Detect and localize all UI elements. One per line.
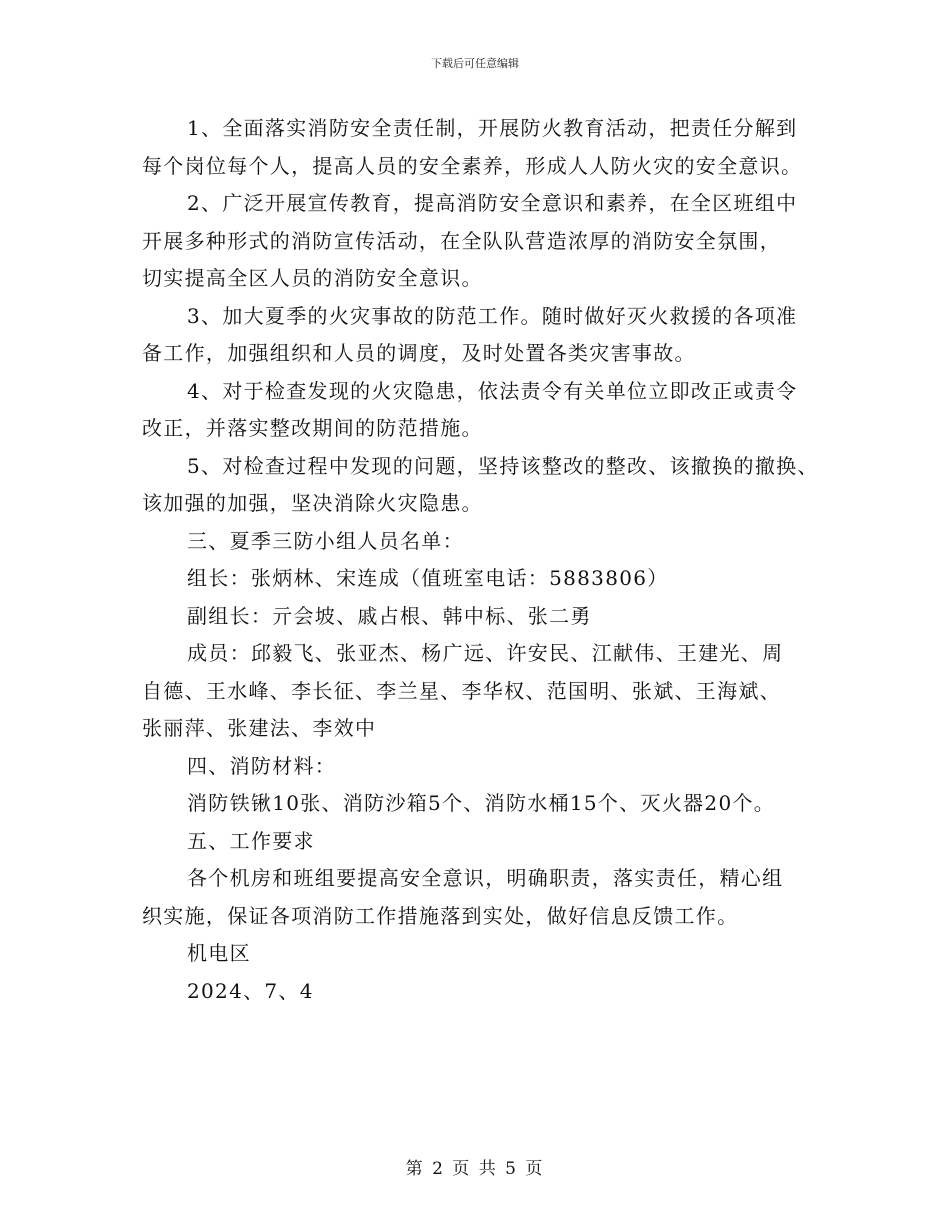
section-heading: 四、消防材料： <box>187 753 337 778</box>
paragraph-line: 4、对于检查发现的火灾隐患，依法责令有关单位立即改正或责令 <box>187 378 798 403</box>
section-heading: 五、工作要求 <box>187 828 315 853</box>
paragraph-line: 消防铁锹10张、消防沙箱5个、消防水桶15个、灭火器20个。 <box>187 791 776 815</box>
page-footer: 第 2 页 共 5 页 <box>405 1159 545 1179</box>
paragraph-line: 备工作，加强组织和人员的调度，及时处置各类灾害事故。 <box>142 341 696 365</box>
paragraph-line: 2、广泛开展宣传教育，提高消防安全意识和素养，在全区班组中 <box>187 191 798 215</box>
paragraph-line: 该加强的加强，坚决消除火灾隐患。 <box>142 491 483 515</box>
paragraph-line: 组长：张炳林、宋连成（值班室电话：5883806） <box>187 566 669 590</box>
paragraph-line: 1、全面落实消防安全责任制，开展防火教育活动，把责任分解到 <box>187 116 798 140</box>
paragraph-line: 切实提高全区人员的消防安全意识。 <box>142 266 483 290</box>
section-heading: 三、夏季三防小组人员名单： <box>187 528 464 553</box>
paragraph-line: 织实施，保证各项消防工作措施落到实处，做好信息反馈工作。 <box>142 903 739 928</box>
signature-date: 2024、7、4 <box>187 978 314 1003</box>
paragraph-line: 成员：邱毅飞、张亚杰、杨广远、许安民、江献伟、王建光、周 <box>187 641 784 665</box>
paragraph-line: 开展多种形式的消防宣传活动，在全队队营造浓厚的消防安全氛围， <box>142 228 781 253</box>
paragraph-line: 副组长：亓会坡、戚占根、韩中标、张二勇 <box>187 603 592 628</box>
paragraph-line: 各个机房和班组要提高安全意识，明确职责，落实责任，精心组 <box>187 866 784 890</box>
document-body <box>142 110 822 1010</box>
signature-org: 机电区 <box>187 941 251 965</box>
page-header: 下载后可任意编辑 <box>431 57 519 70</box>
paragraph-line: 3、加大夏季的火灾事故的防范工作。随时做好灭火救援的各项准 <box>187 303 798 328</box>
paragraph-line: 5、对检查过程中发现的问题，坚持该整改的整改、该撤换的撤换、 <box>187 453 819 478</box>
paragraph-line: 自德、王水峰、李长征、李兰星、李华权、范国明、张斌、王海斌、 <box>142 678 781 703</box>
paragraph-line: 张丽萍、张建法、李效中 <box>142 716 377 740</box>
paragraph-line: 每个岗位每个人，提高人员的安全素养，形成人人防火灾的安全意识。 <box>142 153 803 178</box>
paragraph-line: 改正，并落实整改期间的防范措施。 <box>142 416 483 440</box>
